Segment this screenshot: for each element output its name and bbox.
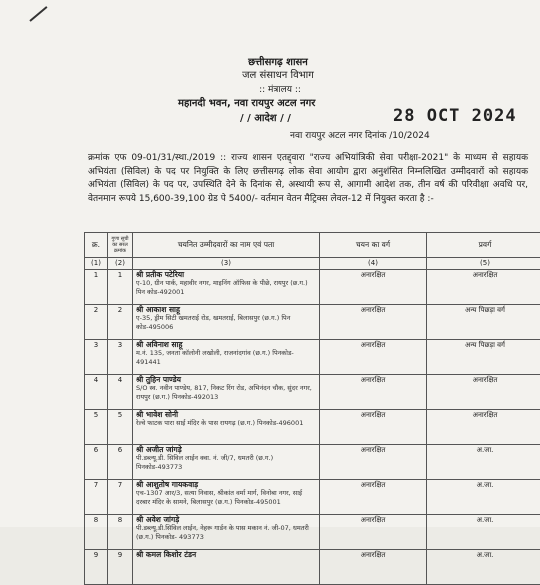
- cell-selection-class: अनारक्षित: [320, 514, 427, 549]
- order-title: / / आदेश / /: [0, 113, 540, 125]
- index-cell: (3): [133, 258, 320, 270]
- candidate-name: श्री आकाश साहू: [136, 306, 316, 315]
- cell-sn: 5: [85, 409, 108, 444]
- cell-name-address: [133, 269, 320, 304]
- order-reference-paragraph: क्रमांक एफ 09-01/31/स्था./2019 :: राज्य शासन एतद्द्वारा "राज्य अभियांत्रिकी सेवा परीक्षा-2021" के माध्यम से सहायक अभियंता (सिविल) के पद पर नियुक्ति के लिए छत्तीसगढ़ लोक सेवा आयोग द्वारा अनुशंसित निम्नलिखित उम्मीदवारों को सहायक अभियंता (सिविल) के पद पर, उपस्थिति देने के दिनांक से, अस्थायी रूप से, आगामी आदेश तक, तीन वर्ष की परिवीक्षा अवधि पर, वेतनमान रूपये 15,600-39,100 ग्रेड पे 5400/- वर्तमान वेतन मैट्रिक्स लेवल-12 में नियुक्त करता है :-: [88, 152, 528, 206]
- pen-mark: [29, 6, 47, 22]
- table-row: [85, 549, 540, 584]
- col-header-name: चयनित उम्मीदवारों का नाम एवं पता: [133, 233, 320, 258]
- cell-merit: 7: [108, 479, 133, 514]
- cell-selection-class: अनारक्षित: [320, 374, 427, 409]
- candidate-address: ए-10, ग्रीन पार्क, महावीर नगर, माइनिंग ऑफिस के पीछे, रायपुर (छ.ग.) पिन कोड-492001: [136, 279, 316, 296]
- index-cell: (4): [320, 258, 427, 270]
- table-row: [85, 409, 540, 444]
- cell-category: अन्य पिछड़ा वर्ग: [427, 339, 540, 374]
- table-body: [85, 269, 540, 584]
- cell-name-address: [133, 514, 320, 549]
- cell-name-address: [133, 374, 320, 409]
- cell-category: अन्य पिछड़ा वर्ग: [427, 304, 540, 339]
- cell-merit: 6: [108, 444, 133, 479]
- col-header-sn: क्र.: [85, 233, 108, 258]
- cell-sn: 6: [85, 444, 108, 479]
- cell-sn: 4: [85, 374, 108, 409]
- table-index-row: [85, 258, 540, 270]
- cell-sn: 7: [85, 479, 108, 514]
- candidate-name: श्री अवेश जांगड़े: [136, 516, 316, 525]
- candidate-name: श्री आशुतोष गायकवाड़: [136, 481, 316, 490]
- table-header-row: [85, 233, 540, 258]
- cell-selection-class: अनारक्षित: [320, 409, 427, 444]
- candidate-address: पी.डब्ल्यू.डी. सिविल लाईन क्वा. नं. जी/7, धमतरी (छ.ग.) पिनकोड-493773: [136, 454, 316, 471]
- cell-sn: 2: [85, 304, 108, 339]
- cell-merit: 3: [108, 339, 133, 374]
- cell-name-address: [133, 339, 320, 374]
- cell-category: अ.जा.: [427, 549, 540, 584]
- candidate-name: श्री अविनाश साहू: [136, 341, 316, 350]
- candidate-name: श्री कमल किशोर टंडन: [136, 551, 316, 560]
- govt-title: छत्तीसगढ़ शासन: [8, 57, 540, 69]
- cell-merit: 8: [108, 514, 133, 549]
- cell-merit: 4: [108, 374, 133, 409]
- candidate-name: श्री तुहिन पाण्डेय: [136, 376, 316, 385]
- cell-selection-class: अनारक्षित: [320, 339, 427, 374]
- candidate-name: श्री भावेश सोनी: [136, 411, 316, 420]
- cell-merit: 2: [108, 304, 133, 339]
- table-row: [85, 514, 540, 549]
- table-row: [85, 374, 540, 409]
- candidate-address: म.नं. 135, जनता कॉलोनी लखोली, राजनांदगांव (छ.ग.) पिनकोड- 491441: [136, 349, 316, 366]
- cell-name-address: [133, 304, 320, 339]
- table-row: [85, 269, 540, 304]
- cell-merit: 5: [108, 409, 133, 444]
- candidate-address: S/O स्व. नवीन पाण्डेय, 817, निकट रिंग रोड, अभिनंदन चौक, सुंदर नगर, रायपुर (छ.ग.) पिनकोड-492013: [136, 384, 316, 401]
- stamp-date: 28 OCT 2024: [393, 106, 517, 126]
- table-row: [85, 304, 540, 339]
- candidate-address: एच-1307 आर/3, सत्या निवास, श्रीकांत वर्मा मार्ग, विनोबा नगर, साई दरबार मंदिर के सामने, बिलासपुर (छ.ग.) पिनकोड-495001: [136, 489, 316, 506]
- index-cell: (5): [427, 258, 540, 270]
- candidate-name: श्री प्रतीक पटेरिया: [136, 271, 316, 280]
- cell-selection-class: अनारक्षित: [320, 444, 427, 479]
- candidate-name: श्री अजीत जांगड़े: [136, 446, 316, 455]
- table-row: [85, 339, 540, 374]
- candidate-address: रेल्वे फाटक पारा साई मंदिर के पास रायगढ़ (छ.ग.) पिनकोड-496001: [136, 419, 316, 428]
- dept-title: जल संसाधन विभाग: [8, 70, 540, 82]
- candidate-address: पी.डब्ल्यू.डी.सिविल लाईन, नेहरू गार्डन के पास मकान नं. जी-07, धमतरी (छ.ग.) पिनकोड- 493773: [136, 524, 316, 541]
- col-header-selection: चयन का वर्ग: [320, 233, 427, 258]
- cell-selection-class: अनारक्षित: [320, 304, 427, 339]
- cell-category: अनारक्षित: [427, 374, 540, 409]
- office-address: महानदी भवन, नवा रायपुर अटल नगर: [0, 98, 540, 110]
- cell-sn: 1: [85, 269, 108, 304]
- cell-category: अ.जा.: [427, 444, 540, 479]
- table-row: [85, 444, 540, 479]
- index-cell: (2): [108, 258, 133, 270]
- cell-sn: 9: [85, 549, 108, 584]
- cell-selection-class: अनारक्षित: [320, 549, 427, 584]
- mantralaya-title: :: मंत्रालय ::: [10, 84, 540, 96]
- cell-category: अनारक्षित: [427, 269, 540, 304]
- col-header-category: प्रवर्ग: [427, 233, 540, 258]
- cell-sn: 8: [85, 514, 108, 549]
- index-cell: (1): [85, 258, 108, 270]
- cell-selection-class: अनारक्षित: [320, 269, 427, 304]
- candidate-address: ए-35, ड्रीम सिटी खमतराई रोड, खमतराई, बिलासपुर (छ.ग.) पिन कोड-495006: [136, 314, 316, 331]
- table-row: [85, 479, 540, 514]
- cell-name-address: [133, 549, 320, 584]
- cell-name-address: [133, 409, 320, 444]
- cell-merit: 1: [108, 269, 133, 304]
- cell-merit: 9: [108, 549, 133, 584]
- cell-sn: 3: [85, 339, 108, 374]
- candidate-table: [84, 232, 540, 585]
- cell-selection-class: अनारक्षित: [320, 479, 427, 514]
- cell-category: अनारक्षित: [427, 409, 540, 444]
- cell-name-address: [133, 444, 320, 479]
- cell-category: अ.जा.: [427, 479, 540, 514]
- place-date: नवा रायपुर अटल नगर दिनांक /10/2024: [290, 128, 430, 141]
- cell-category: अ.जा.: [427, 514, 540, 549]
- cell-name-address: [133, 479, 320, 514]
- col-header-merit: गुणा सूची का सरल क्रमांक: [108, 233, 133, 258]
